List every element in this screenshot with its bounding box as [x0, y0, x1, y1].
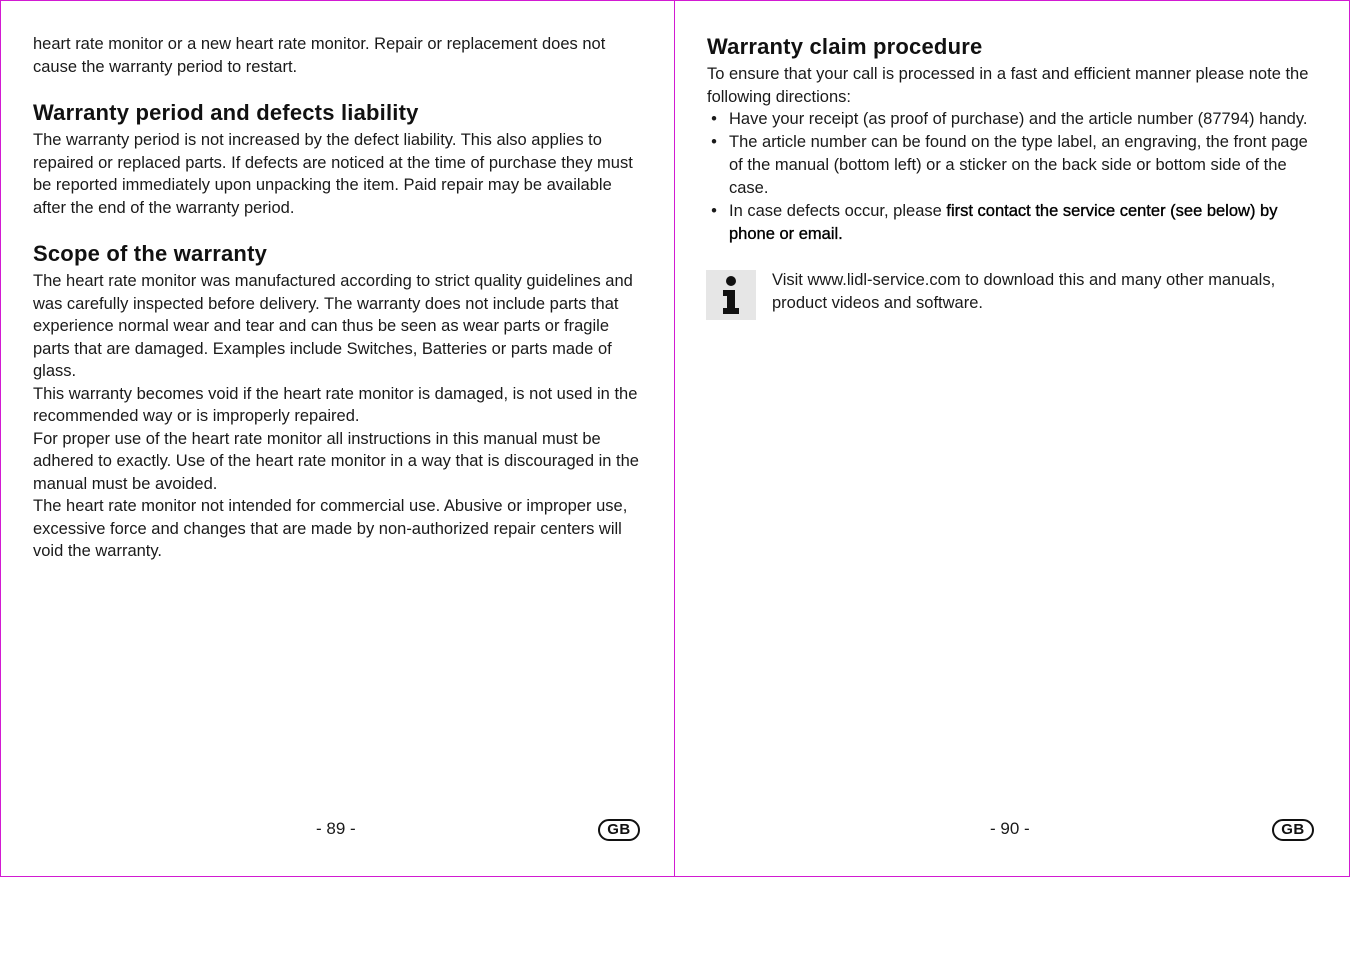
warranty-period-paragraph: The warranty period is not increased by the defect liability. This also applies to repaired or replaced parts. If defects are noticed at the time of purchase they must be reported immediately upon unpacking the item. Paid repair may be available after the end of the warranty period.	[33, 131, 633, 217]
section-heading-scope: Scope of the warranty	[33, 241, 268, 266]
left-page	[0, 0, 674, 876]
list-item-text: Have your receipt (as proof of purchase) and the article number (87794) handy.	[729, 110, 1308, 128]
scope-paragraph-3: For proper use of the heart rate monitor all instructions in this manual must be adhered to exactly. Use of the heart rate monitor in a way that is discouraged in the manual must be avoided.	[33, 429, 639, 493]
scope-paragraph-4: The heart rate monitor not intended for commercial use. Abusive or improper use, excessive force and changes that are made by non-authorized repair centers will void the warranty.	[33, 497, 628, 560]
info-note	[707, 269, 1312, 329]
right-page	[675, 0, 1348, 876]
country-badge: GB	[1272, 819, 1314, 841]
bullet-icon: •	[711, 110, 717, 128]
intro-paragraph: heart rate monitor or a new heart rate monitor. Repair or replacement does not cause the warranty period to restart.	[33, 35, 606, 76]
page-number: - 89 -	[316, 819, 356, 838]
page-number: - 90 -	[990, 819, 1030, 838]
bullet-icon: •	[711, 133, 717, 151]
info-icon	[706, 270, 756, 320]
claim-directions-list	[707, 108, 1312, 246]
list-item	[707, 131, 1312, 200]
country-badge: GB	[598, 819, 640, 841]
section-heading-claim-procedure: Warranty claim procedure	[707, 34, 983, 59]
left-page-content	[33, 33, 641, 563]
scope-paragraph-2: This warranty becomes void if the heart rate monitor is damaged, is not used in the recommended way or is improperly repaired.	[33, 384, 638, 425]
section-heading-warranty-period: Warranty period and defects liability	[33, 100, 419, 125]
info-text: Visit www.lidl-service.com to download this and many other manuals, product videos and software.	[772, 271, 1276, 312]
list-item-text: The article number can be found on the type label, an engraving, the front page of the manual (bottom left) or a sticker on the back side or bottom side of the case.	[729, 133, 1308, 197]
list-item	[707, 200, 1312, 246]
scope-paragraph-1: The heart rate monitor was manufactured according to strict quality guidelines and was carefully inspected before delivery. The warranty does not include parts that experience normal wear and tear and can thus be seen as wear parts or fragile parts that are damaged. Examples include Switches, Batteries or parts made of glass.	[33, 272, 633, 380]
list-item	[707, 108, 1312, 131]
list-item-text: In case defects occur, please	[729, 202, 947, 220]
list-item-emphasis: first contact the service center (see below) by phone or email.	[729, 202, 1278, 243]
claim-intro-paragraph: To ensure that your call is processed in a fast and efficient manner please note the following directions:	[707, 65, 1309, 106]
bullet-icon: •	[711, 202, 717, 220]
right-page-content	[707, 33, 1312, 329]
